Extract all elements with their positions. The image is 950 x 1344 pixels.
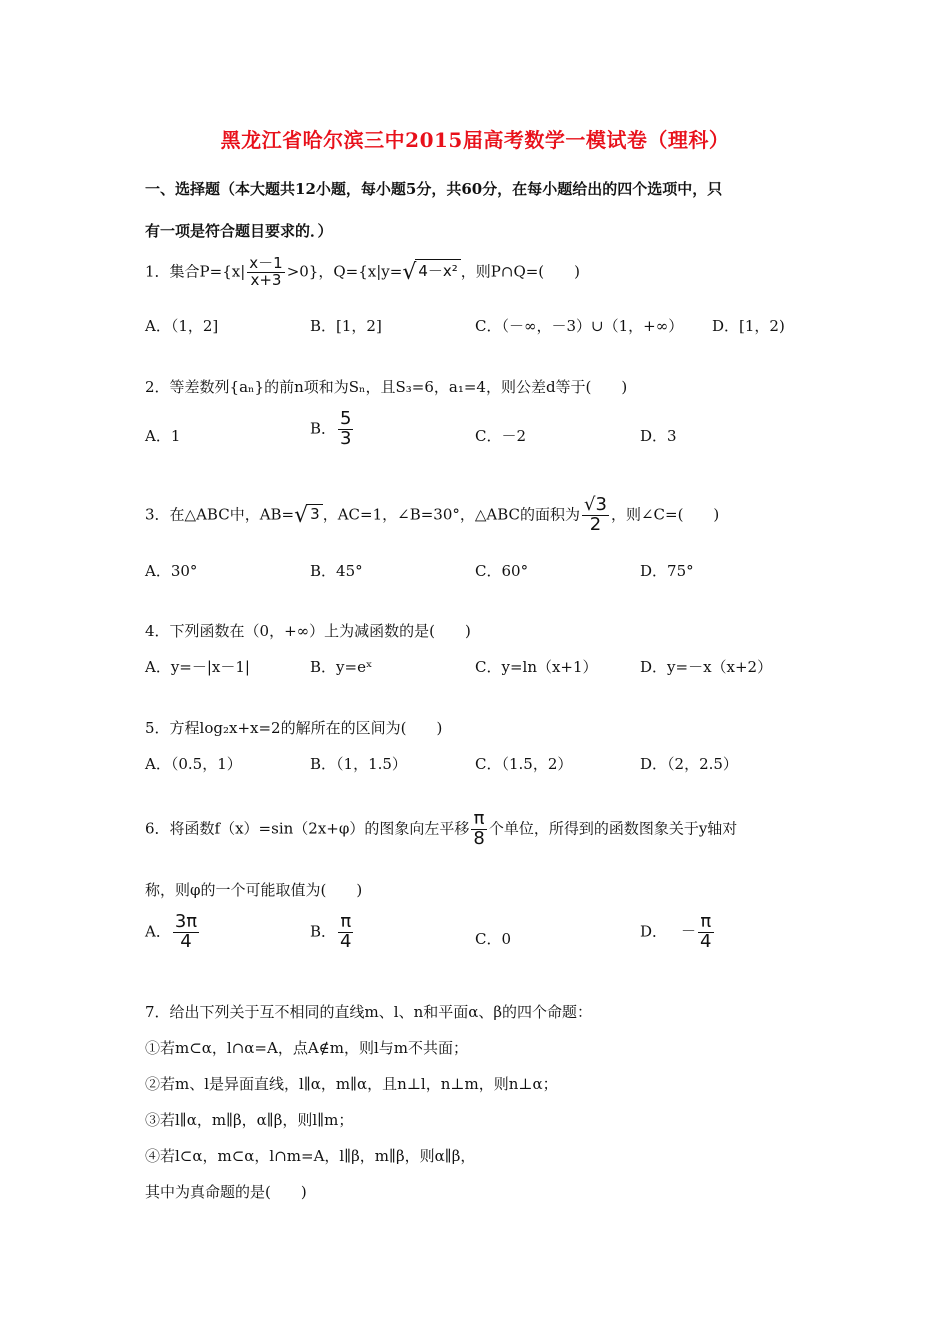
q7-item-2: ②若m、l是异面直线，l∥α，m∥α，且n⊥l，n⊥m，则n⊥α；	[145, 1075, 558, 1093]
q3-option-d: D．75°	[640, 562, 694, 580]
q6-option-c: C．0	[475, 930, 512, 948]
q5-option-b: B．（1，1.5）	[310, 755, 407, 773]
q4-option-a: A．y=－|x－1|	[145, 658, 250, 676]
q6-option-d-sign: －	[681, 922, 697, 941]
q3-option-a: A．30°	[145, 562, 198, 580]
q2-option-b	[310, 410, 355, 449]
question-7: 7．给出下列关于互不相同的直线m、l、n和平面α、β的四个命题：	[145, 1003, 593, 1021]
q6-frac-num: π	[471, 810, 486, 830]
q1-option-a: A．（1，2]	[145, 317, 219, 335]
radical-icon: √	[402, 260, 417, 286]
q4-option-b: B．y=eˣ	[310, 658, 373, 676]
q6-shift-fraction	[471, 810, 486, 849]
q2-opt-b-den: 3	[340, 427, 352, 449]
q6-opt-d-den: 4	[700, 930, 712, 952]
q3-option-b: B．45°	[310, 562, 363, 580]
q1-fraction	[247, 256, 284, 289]
q7-item-4: ④若l⊂α，m⊂α，l∩m=A，l∥β，m∥β，则α∥β，	[145, 1147, 476, 1165]
q6-frac-den: 8	[473, 827, 485, 849]
q3-area-fraction	[582, 496, 609, 535]
q6-opt-a-den: 4	[180, 930, 192, 952]
q6-opt-b-num: π	[338, 913, 353, 933]
q7-item-3: ③若l∥α，m∥β，α∥β，则l∥m；	[145, 1111, 354, 1129]
q1-suffix: ，则P∩Q=( )	[460, 262, 581, 281]
q6-option-b-label: B．	[310, 922, 337, 941]
section-header-line1: 一、选择题（本大题共12小题，每小题5分，共60分，在每小题给出的四个选项中，只	[145, 180, 723, 198]
q7-item-1: ①若m⊂α，l∩α=A，点A∉m，则l与m不共面；	[145, 1039, 468, 1057]
q6-option-a-label: A．	[145, 922, 171, 941]
question-3	[145, 496, 719, 535]
section-header-line2: 有一项是符合题目要求的．）	[145, 222, 333, 240]
q1-option-b: B．[1，2]	[310, 317, 382, 335]
page-title: 黑龙江省哈尔滨三中2015届高考数学一模试卷（理科）	[220, 128, 730, 152]
q2-opt-b-num: 5	[340, 408, 352, 429]
radical-icon: √	[294, 502, 309, 528]
q3-area-den: 2	[589, 513, 602, 535]
q7-conclusion: 其中为真命题的是( )	[145, 1183, 307, 1201]
q3-prefix: 3．在△ABC中，AB=	[145, 505, 295, 524]
q5-option-c: C．（1.5，2）	[475, 755, 573, 773]
q6-opt-a-num: 3π	[174, 911, 198, 932]
q2-option-d: D．3	[640, 427, 677, 445]
question-4: 4．下列函数在（0，+∞）上为减函数的是( )	[145, 622, 471, 640]
q1-option-c: C．（－∞，－3）∪（1，+∞）	[475, 317, 684, 335]
q5-option-d: D．（2，2.5）	[640, 755, 738, 773]
q6-option-a	[145, 913, 201, 952]
q1-frac-num: x－1	[249, 254, 283, 272]
question-6-line2: 称，则φ的一个可能取值为( )	[145, 881, 363, 899]
q6-option-b-fraction	[338, 913, 353, 952]
q1-frac-den: x+3	[250, 270, 282, 289]
q6-suffix: 个单位，所得到的函数图象关于y轴对	[488, 819, 738, 838]
q1-prefix: 1．集合P={x|	[145, 262, 246, 281]
q1-option-d: D．[1，2)	[712, 317, 785, 335]
q2-option-c: C．－2	[475, 427, 527, 445]
q3-sqrt-ab	[294, 503, 323, 528]
q3-mid: ，AC=1，∠B=30°，△ABC的面积为	[322, 505, 581, 524]
question-2: 2．等差数列{aₙ}的前n项和为Sₙ，且S₃=6，a₁=4，则公差d等于( )	[145, 378, 628, 396]
q2-option-b-label: B．	[310, 419, 337, 438]
q6-option-d	[640, 913, 716, 952]
q3-option-c: C．60°	[475, 562, 529, 580]
q2-option-b-fraction	[338, 410, 353, 449]
q6-option-d-label: D．	[640, 922, 668, 941]
question-6	[145, 810, 737, 849]
q3-sqrt-ab-body: 3	[307, 504, 323, 523]
q3-suffix: ，则∠C=( )	[610, 505, 720, 524]
q1-mid: >0}，Q={x|y=	[286, 262, 403, 281]
q2-option-a: A．1	[145, 427, 181, 445]
q1-sqrt	[402, 259, 460, 285]
q4-option-d: D．y=－x（x+2）	[640, 658, 773, 676]
q6-option-a-fraction	[173, 913, 199, 952]
q1-sqrt-body: 4－x²	[415, 259, 460, 281]
question-1	[145, 256, 580, 289]
q6-opt-d-num: π	[698, 913, 713, 933]
q6-option-d-fraction	[698, 913, 713, 952]
q3-area-num: √3	[584, 494, 607, 515]
q6-option-b	[310, 913, 355, 952]
q5-option-a: A．（0.5，1）	[145, 755, 242, 773]
question-5: 5．方程log₂x+x=2的解所在的区间为( )	[145, 719, 443, 737]
q4-option-c: C．y=ln（x+1）	[475, 658, 598, 676]
q6-opt-b-den: 4	[340, 930, 352, 952]
q6-prefix: 6．将函数f（x）=sin（2x+φ）的图象向左平移	[145, 819, 470, 838]
